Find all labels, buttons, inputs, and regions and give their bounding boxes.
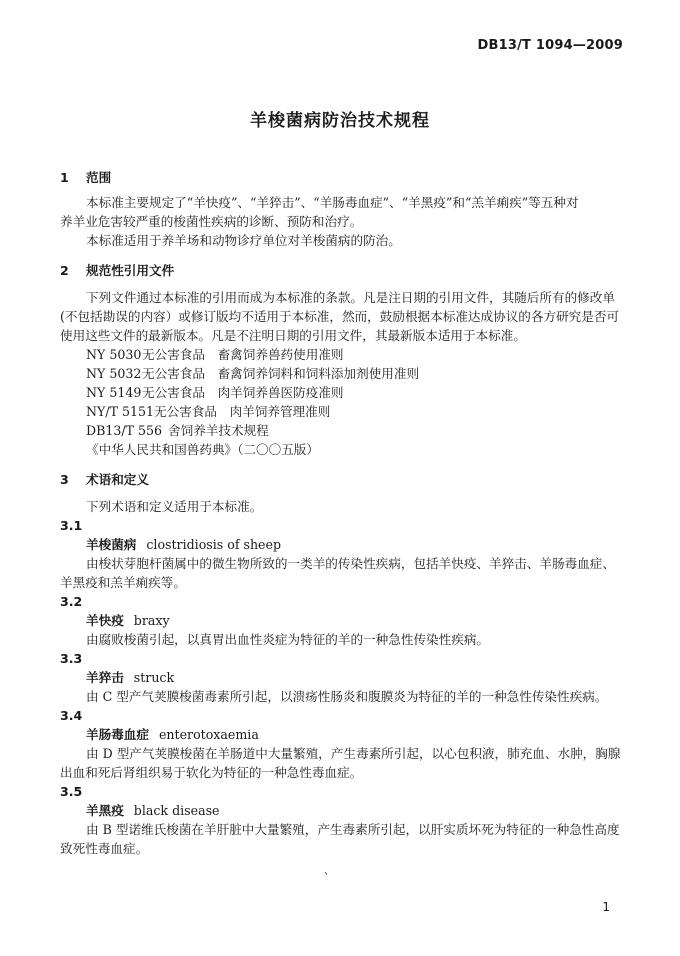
term-number: 3.2 <box>60 594 83 609</box>
term-chinese: 羊肠毒血症 <box>86 727 149 742</box>
paragraph-line: 下列文件通过本标准的引用而成为本标准的条款。凡是注日期的引用文件，其随后所有的修改单 <box>86 290 615 305</box>
term-definition: 出血和死后肾组织易于软化为特征的一种急性毒血症。 <box>60 765 363 780</box>
document-title: 羊梭菌病防治技术规程 <box>250 111 430 131</box>
term-definition: 由梭状芽胞杆菌属中的微生物所致的一类羊的传染性疾病，包括羊快疫、羊猝击、羊肠毒血症、 <box>86 556 615 571</box>
term-english: braxy <box>133 613 170 628</box>
reference-title: 《中华人民共和国兽药典》（二〇〇五版） <box>86 442 319 457</box>
section-number: 3 <box>60 472 69 487</box>
term-chinese: 羊梭菌病 <box>86 537 137 552</box>
section-title: 范围 <box>86 170 112 185</box>
term-heading <box>86 670 174 686</box>
term-chinese: 羊快疫 <box>86 613 124 628</box>
term-chinese: 羊猝击 <box>86 670 124 685</box>
term-definition: 由腐败梭菌引起，以真胃出血性炎症为特征的羊的一种急性传染性疾病。 <box>86 632 489 647</box>
reference-title: 舍饲养羊技术规程 <box>168 423 269 438</box>
section-1-heading <box>60 170 111 186</box>
section-number: 2 <box>60 263 69 278</box>
term-number: 3.3 <box>60 651 83 666</box>
reference-code: DB13/T 556 <box>86 423 163 438</box>
paragraph-line: (不包括勘误的内容）或修订版均不适用于本标准，然而，鼓励根据本标准达成协议的各方研究是否可 <box>60 309 620 324</box>
paragraph-line: 本标准主要规定了“羊快疫”、“羊猝击”、“羊肠毒血症”、“羊黑疫”和“羔羊痢疾”等五种对 <box>86 195 579 210</box>
reference-code: NY/T 5151 <box>86 404 155 419</box>
term-english: clostridiosis of sheep <box>146 537 282 552</box>
reference-item <box>86 442 319 458</box>
reference-item <box>86 366 419 382</box>
reference-code: NY 5030 <box>86 347 142 362</box>
term-chinese: 羊黑疫 <box>86 803 124 818</box>
term-number: 3.5 <box>60 784 83 799</box>
reference-title: 无公害食品 肉羊饲养管理准则 <box>154 404 331 419</box>
reference-item <box>86 385 344 401</box>
term-english: black disease <box>133 803 220 818</box>
scan-mark: 、 <box>324 866 334 877</box>
term-heading <box>86 613 170 629</box>
term-definition: 由 C 型产气荚膜梭菌毒素所引起，以溃疡性肠炎和腹膜炎为特征的羊的一种急性传染性疾病。 <box>86 689 608 704</box>
term-english: struck <box>133 670 175 685</box>
term-definition: 由 D 型产气荚膜梭菌在羊肠道中大量繁殖，产生毒素所引起，以心包积液，肺充血、水肿，胸腺 <box>86 746 621 761</box>
section-title: 术语和定义 <box>86 472 149 487</box>
term-heading <box>86 537 281 553</box>
term-definition: 由 B 型诺维氏梭菌在羊肝脏中大量繁殖，产生毒素所引起，以肝实质坏死为特征的一种急性高度 <box>86 822 620 837</box>
section-number: 1 <box>60 170 69 185</box>
term-number: 3.1 <box>60 518 83 533</box>
term-heading <box>86 803 220 819</box>
paragraph-line: 养羊业危害较严重的梭菌性疾病的诊断、预防和治疗。 <box>60 214 363 229</box>
reference-title: 无公害食品 畜禽饲养兽药使用准则 <box>142 347 344 362</box>
reference-code: NY 5149 <box>86 385 142 400</box>
page-number: 1 <box>602 900 610 914</box>
term-definition: 羊黑疫和羔羊痢疾等。 <box>60 575 186 590</box>
standard-code: DB13/T 1094—2009 <box>477 38 623 53</box>
reference-item <box>86 347 344 363</box>
term-english: enterotoxaemia <box>158 727 259 742</box>
reference-title: 无公害食品 肉羊饲养兽医防疫准则 <box>142 385 344 400</box>
term-number: 3.4 <box>60 708 83 723</box>
paragraph-line: 下列术语和定义适用于本标准。 <box>86 499 263 514</box>
section-3-heading <box>60 472 149 488</box>
term-heading <box>86 727 259 743</box>
term-definition: 致死性毒血症。 <box>60 841 149 856</box>
reference-title: 无公害食品 畜禽饲养饲料和饲料添加剂使用准则 <box>142 366 420 381</box>
section-title: 规范性引用文件 <box>86 263 175 278</box>
reference-item <box>86 423 269 439</box>
paragraph-line: 使用这些文件的最新版本。凡是不注明日期的引用文件，其最新版本适用于本标准。 <box>60 328 526 343</box>
reference-item <box>86 404 330 420</box>
reference-code: NY 5032 <box>86 366 142 381</box>
section-2-heading <box>60 263 174 279</box>
paragraph-line: 本标准适用于养羊场和动物诊疗单位对羊梭菌病的防治。 <box>86 233 401 248</box>
